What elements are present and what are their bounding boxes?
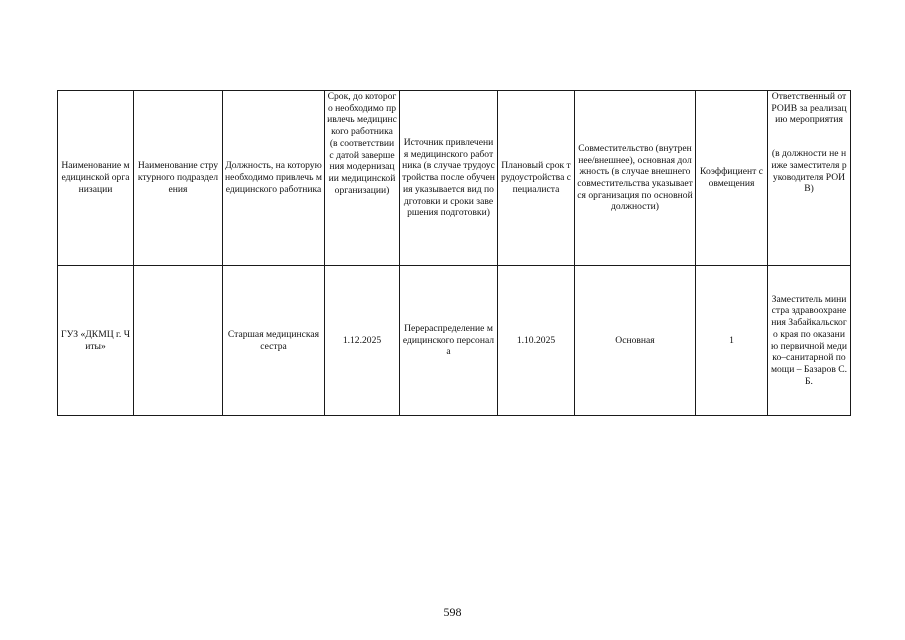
cell-responsible: Заместитель министра здравоохранения Забайкальского края по оказанию первичной медико–санитарной помощи – Базаров С.Б. <box>768 266 851 416</box>
cell-coefficient: 1 <box>696 266 768 416</box>
header-cell-responsible <box>768 91 851 266</box>
header-cell-organization: Наименование медицинской организации <box>58 91 134 266</box>
header-row <box>58 91 851 266</box>
cell-combination: Основная <box>575 266 696 416</box>
cell-deadline: 1.12.2025 <box>325 266 400 416</box>
staffing-table <box>57 90 851 416</box>
header-responsible-line2: (в должности не ниже заместителя руководителя РОИВ) <box>771 148 847 195</box>
header-cell-planned-date: Плановый срок трудоустройства специалиста <box>498 91 575 266</box>
header-responsible-gap <box>770 126 848 148</box>
header-cell-coefficient: Коэффициент совмещения <box>696 91 768 266</box>
header-cell-source: Источник привлечения медицинского работника (в случае трудоустройства после обучения указывается вид подготовки и сроки завершения подготовки) <box>400 91 498 266</box>
header-cell-position: Должность, на которую необходимо привлечь медицинского работника <box>223 91 325 266</box>
header-responsible-line1: Ответственный от РОИВ за реализацию мероприятия <box>771 91 847 126</box>
header-cell-combination: Совместительство (внутреннее/внешнее), основная должность (в случае внешнего совместительства указывается организация по основной должности) <box>575 91 696 266</box>
cell-source: Перераспределение медицинского персонала <box>400 266 498 416</box>
page-number: 598 <box>443 605 462 619</box>
header-cell-department: Наименование структурного подразделения <box>134 91 223 266</box>
cell-department <box>134 266 223 416</box>
cell-position: Старшая медицинская сестра <box>223 266 325 416</box>
header-cell-deadline: Срок, до которого необходимо привлечь медицинского работника (в соответствии с датой завершения модернизации медицинской организации) <box>325 91 400 266</box>
cell-organization: ГУЗ «ДКМЦ г. Читы» <box>58 266 134 416</box>
cell-planned-date: 1.10.2025 <box>498 266 575 416</box>
table-row <box>58 266 851 416</box>
